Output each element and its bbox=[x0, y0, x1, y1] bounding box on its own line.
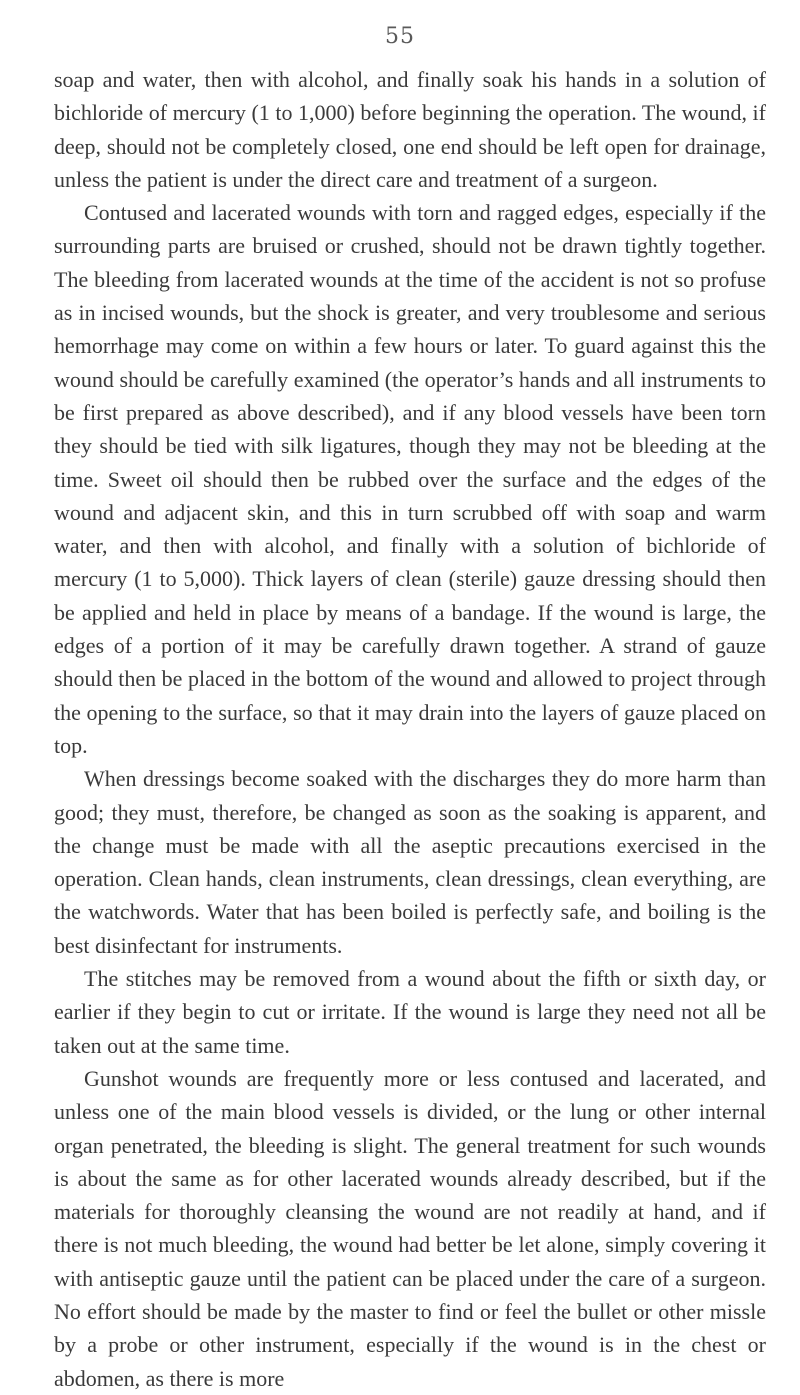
paragraph-gunshot-wounds: Gunshot wounds are frequently more or less contused and lacerated, and unless one of the main blood vessels is divided, or the lung or other internal organ penetrated, the bleeding is slight. The general treatment for such wounds is about the same as for other lacerated wounds already described, but if the materials for thoroughly cleansing the wound are not readily at hand, and if there is not much bleeding, the wound had better be let alone, simply covering it with antiseptic gauze until the patient can be placed under the care of a surgeon. No effort should be made by the master to find or feel the bullet or other missle by a probe or other instrument, especially if the wound is in the chest or abdomen, as there is more bbox=[54, 1065, 766, 1391]
paragraph-continuation: soap and water, then with alcohol, and finally soak his hands in a solution of bichloride of mercury (1 to 1,000) before beginning the operation. The wound, if deep, should not be completely closed, one end should be left open for drainage, unless the patient is under the direct care and treatment of a surgeon. bbox=[54, 67, 766, 192]
paragraph-dressings: When dressings become soaked with the discharges they do more harm than good; they must, therefore, be changed as soon as the soaking is apparent, and the change must be made with all the aseptic precautions exercised in the operation. Clean hands, clean instruments, clean dressings, clean everything, are the watchwords. Water that has been boiled is perfectly safe, and boiling is the best disinfectant for instruments. bbox=[54, 766, 766, 958]
page-number: 55 bbox=[385, 24, 415, 49]
body-text bbox=[54, 63, 766, 1395]
paragraph-contused-wounds: Contused and lacerated wounds with torn and ragged edges, especially if the surrounding parts are bruised or crushed, should not be drawn tightly together. The bleeding from lacerated wounds at the time of the accident is not so profuse as in incised wounds, but the shock is greater, and very troublesome and serious hemorrhage may come on within a few hours or later. To guard against this the wound should be carefully examined (the operator’s hands and all instruments to be first prepared as above described), and if any blood vessels have been torn they should be tied with silk ligatures, though they may not be bleeding at the time. Sweet oil should then be rubbed over the surface and the edges of the wound and adjacent skin, and this in turn scrubbed off with soap and warm water, and then with alcohol, and finally with a solution of bichloride of mercury (1 to 5,000). Thick layers of clean (sterile) gauze dressing should then be applied and held in place by means of a bandage. If the wound is large, the edges of a portion of it may be carefully drawn together. A strand of gauze should then be placed in the bottom of the wound and allowed to project through the opening to the surface, so that it may drain into the layers of gauze placed on top. bbox=[54, 200, 766, 758]
paragraph-stitches: The stitches may be removed from a wound about the fifth or sixth day, or earlier if they begin to cut or irritate. If the wound is large they need not all be taken out at the same time. bbox=[54, 966, 766, 1058]
